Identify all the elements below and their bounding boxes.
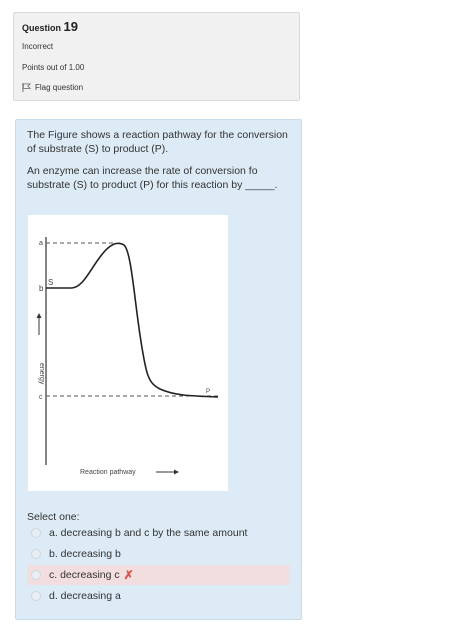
flag-icon — [22, 83, 31, 92]
y-axis-arrowhead — [37, 313, 42, 318]
radio-c[interactable] — [31, 570, 41, 580]
question-text — [27, 128, 292, 200]
question-title — [22, 19, 78, 34]
answer-option-c[interactable] — [27, 565, 290, 585]
reaction-curve — [46, 243, 218, 397]
label-p: P — [206, 389, 211, 395]
answer-option-a[interactable] — [27, 523, 290, 543]
question-info-panel — [13, 12, 300, 101]
answer-option-a-label: a. decreasing b and c by the same amount — [49, 527, 248, 539]
label-c: c — [39, 394, 43, 401]
radio-d[interactable] — [31, 591, 41, 601]
x-axis-arrowhead — [174, 470, 179, 475]
answer-option-d[interactable] — [27, 586, 290, 606]
question-state: Incorrect — [22, 42, 54, 51]
energy-diagram — [28, 215, 228, 491]
radio-b[interactable] — [31, 549, 41, 559]
question-paragraph-2: An enzyme can increase the rate of conversion fo substrate (S) to product (P) for this reaction by _____. — [27, 165, 278, 191]
reaction-pathway-figure — [28, 215, 228, 491]
answer-option-b[interactable] — [27, 544, 290, 564]
x-axis-label: Reaction pathway — [80, 469, 136, 476]
select-one-prompt: Select one: — [27, 511, 80, 523]
question-paragraph-1: The Figure shows a reaction pathway for the conversion of substrate (S) to product (P). — [27, 129, 288, 155]
answer-options — [27, 523, 290, 607]
question-grade: Points out of 1.00 — [22, 63, 85, 72]
question-title-prefix: Question — [22, 23, 62, 33]
close-icon: ✗ — [123, 568, 134, 582]
label-b: b — [39, 284, 44, 293]
answer-option-c-label: c. decreasing c — [49, 569, 120, 581]
flag-question-label: Flag question — [35, 83, 84, 92]
flag-question-link[interactable] — [22, 83, 83, 92]
answer-option-d-label: d. decreasing a — [49, 590, 121, 602]
y-axis-label: energy — [38, 363, 45, 385]
answer-option-b-label: b. decreasing b — [49, 548, 121, 560]
question-number: 19 — [63, 19, 78, 34]
question-content-panel — [15, 119, 302, 620]
label-a: a — [39, 240, 43, 247]
label-s: S — [48, 278, 54, 287]
radio-a[interactable] — [31, 528, 41, 538]
